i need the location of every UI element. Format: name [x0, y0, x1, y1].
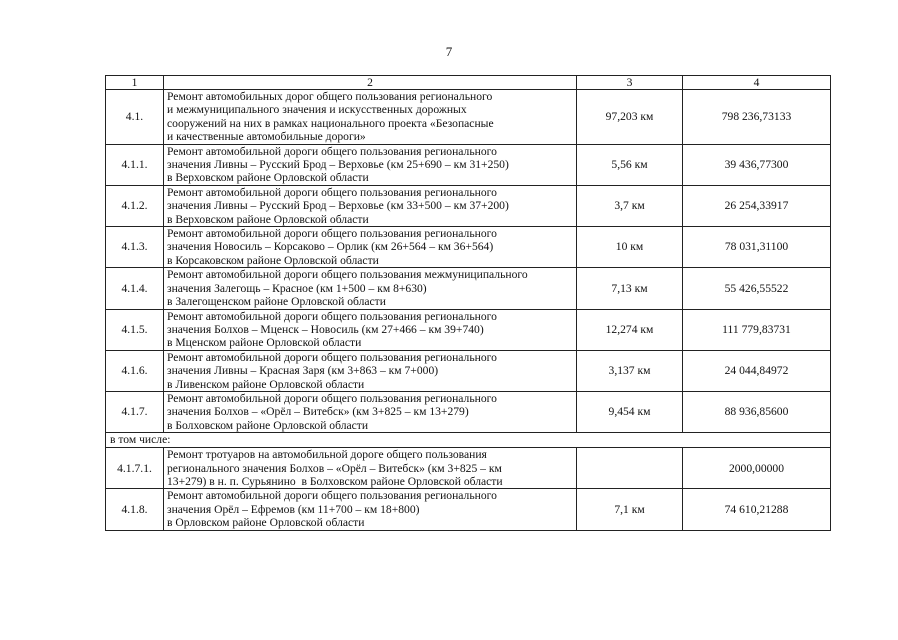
table-row [106, 489, 831, 530]
description-line: в Залегощенском районе Орловской области [167, 295, 386, 309]
table-row [106, 391, 831, 432]
description-line: в Верховском районе Орловской области [167, 212, 369, 226]
row-length: 97,203 км [577, 90, 683, 145]
row-length: 7,1 км [577, 489, 683, 530]
row-cost: 2000,00000 [683, 448, 831, 489]
description-line: регионального значения Болхов – «Орёл – Витебск» (км 3+825 – км [167, 461, 502, 475]
description-line: значения Ливны – Русский Брод – Верховье (км 33+500 – км 37+200) [167, 199, 509, 213]
row-description [164, 391, 577, 432]
row-number: 4.1.3. [106, 227, 164, 268]
row-number: 4.1. [106, 90, 164, 145]
row-cost: 111 779,83731 [683, 309, 831, 350]
row-description [164, 144, 577, 185]
table-row [106, 309, 831, 350]
description-line: 13+279) в н. п. Сурьянино в Болховском районе Орловской области [167, 474, 503, 488]
table-row [106, 227, 831, 268]
row-cost: 88 936,85600 [683, 391, 831, 432]
row-number: 4.1.8. [106, 489, 164, 530]
description-line: и качественные автомобильные дороги» [167, 130, 366, 144]
header-col-2: 2 [164, 76, 577, 90]
description-line: в Болховском районе Орловской области [167, 418, 369, 432]
description-line: Ремонт автомобильной дороги общего пользования регионального [167, 185, 497, 199]
subheading-row [106, 433, 831, 448]
row-description [164, 309, 577, 350]
header-col-4: 4 [683, 76, 831, 90]
description-line: Ремонт автомобильной дороги общего пользования регионального [167, 350, 497, 364]
description-line: значения Болхов – «Орёл – Витебск» (км 3+825 – км 13+279) [167, 405, 469, 419]
table-row [106, 90, 831, 145]
description-line: Ремонт автомобильных дорог общего пользования регионального [167, 90, 493, 103]
row-description [164, 268, 577, 309]
row-cost: 26 254,33917 [683, 185, 831, 226]
description-line: в Верховском районе Орловской области [167, 171, 369, 185]
table-header-row [106, 76, 831, 90]
row-description [164, 489, 577, 530]
row-cost: 798 236,73133 [683, 90, 831, 145]
subheading: в том числе: [106, 433, 831, 448]
description-line: Ремонт автомобильной дороги общего пользования регионального [167, 144, 497, 158]
description-line: значения Ливны – Русский Брод – Верховье (км 25+690 – км 31+250) [167, 158, 509, 172]
description-line: в Ливенском районе Орловской области [167, 377, 365, 391]
row-description [164, 90, 577, 145]
row-number: 4.1.2. [106, 185, 164, 226]
description-line: значения Орёл – Ефремов (км 11+700 – км 18+800) [167, 502, 420, 516]
row-cost: 78 031,31100 [683, 227, 831, 268]
row-description [164, 350, 577, 391]
description-line: Ремонт автомобильной дороги общего пользования регионального [167, 489, 497, 503]
row-number: 4.1.7. [106, 391, 164, 432]
description-line: Ремонт тротуаров на автомобильной дороге общего пользования [167, 448, 487, 462]
description-line: и межмуниципального значения и искусственных дорожных [167, 103, 467, 117]
row-description [164, 185, 577, 226]
row-length: 10 км [577, 227, 683, 268]
row-cost: 24 044,84972 [683, 350, 831, 391]
header-col-3: 3 [577, 76, 683, 90]
row-number: 4.1.6. [106, 350, 164, 391]
row-number: 4.1.4. [106, 268, 164, 309]
roads-repair-table [105, 75, 831, 531]
row-number: 4.1.1. [106, 144, 164, 185]
table-row [106, 185, 831, 226]
description-line: значения Болхов – Мценск – Новосиль (км 27+466 – км 39+740) [167, 322, 484, 336]
row-number: 4.1.7.1. [106, 448, 164, 489]
description-line: в Корсаковском районе Орловской области [167, 253, 379, 267]
description-line: Ремонт автомобильной дороги общего пользования межмуниципального [167, 268, 528, 282]
table-row [106, 268, 831, 309]
description-line: Ремонт автомобильной дороги общего пользования регионального [167, 227, 497, 241]
description-line: в Мценском районе Орловской области [167, 336, 362, 350]
row-length: 3,7 км [577, 185, 683, 226]
description-line: значения Залегощь – Красное (км 1+500 – км 8+630) [167, 281, 427, 295]
description-line: значения Новосиль – Корсаково – Орлик (км 26+564 – км 36+564) [167, 240, 494, 254]
row-cost: 39 436,77300 [683, 144, 831, 185]
row-description [164, 227, 577, 268]
row-length: 7,13 км [577, 268, 683, 309]
description-line: Ремонт автомобильной дороги общего пользования регионального [167, 391, 497, 405]
row-length: 9,454 км [577, 391, 683, 432]
row-description [164, 448, 577, 489]
row-cost: 74 610,21288 [683, 489, 831, 530]
page-number: 7 [445, 44, 453, 59]
table-row [106, 448, 831, 489]
description-line: сооружений на них в рамках национального проекта «Безопасные [167, 116, 494, 130]
table-row [106, 350, 831, 391]
description-line: Ремонт автомобильной дороги общего пользования регионального [167, 309, 497, 323]
header-col-1: 1 [106, 76, 164, 90]
row-length: 5,56 км [577, 144, 683, 185]
row-length [577, 448, 683, 489]
table-row [106, 144, 831, 185]
row-number: 4.1.5. [106, 309, 164, 350]
row-length: 3,137 км [577, 350, 683, 391]
description-line: в Орловском районе Орловской области [167, 516, 365, 530]
row-cost: 55 426,55522 [683, 268, 831, 309]
row-length: 12,274 км [577, 309, 683, 350]
description-line: значения Ливны – Красная Заря (км 3+863 – км 7+000) [167, 364, 439, 378]
